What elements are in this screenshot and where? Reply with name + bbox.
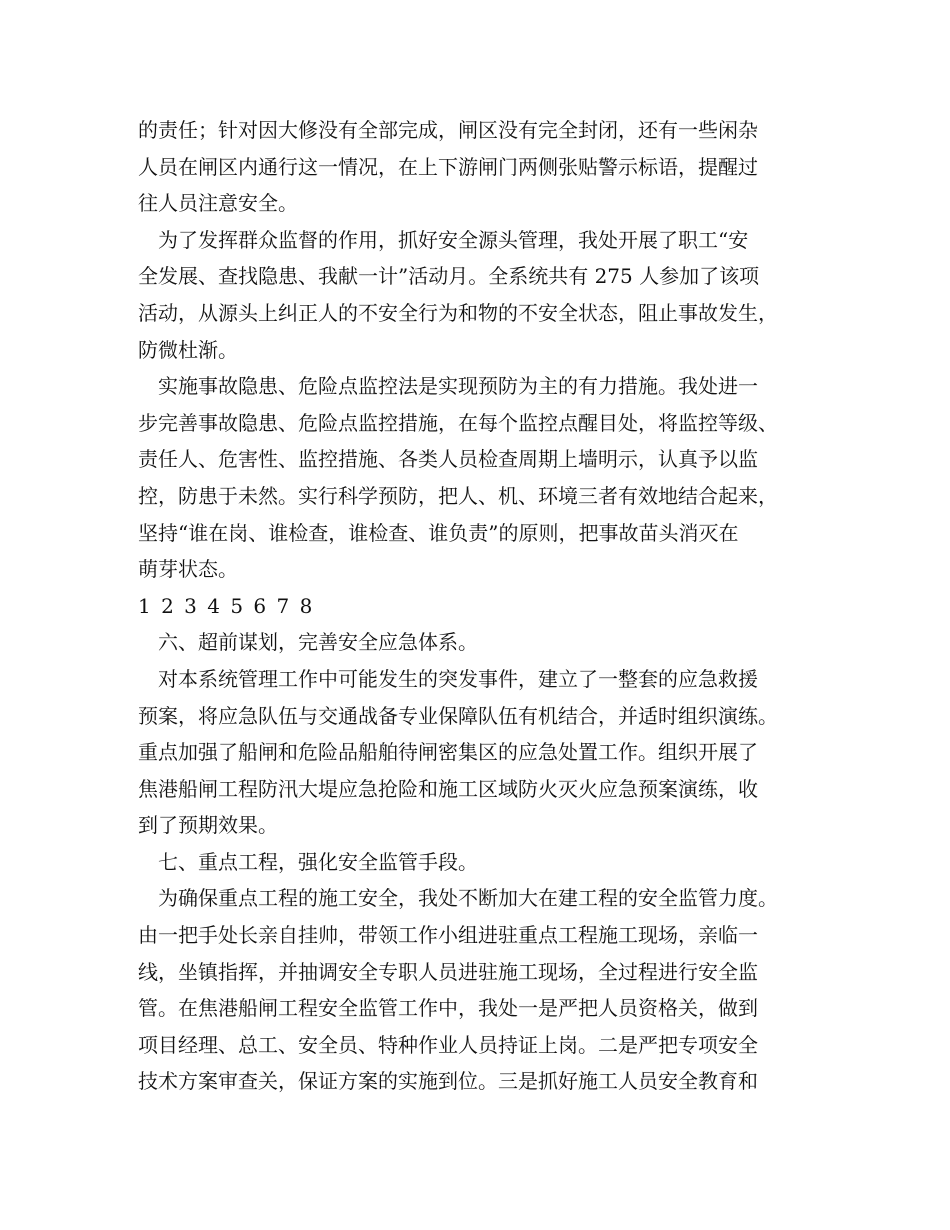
text-line: 人员在闸区内通行这一情况，在上下游闸门两侧张贴警示标语，提醒过 bbox=[138, 154, 758, 179]
text-line: 重点加强了船闸和危险品船舶待闸密集区的应急处置工作。组织开展了 bbox=[138, 740, 758, 765]
text-line: 焦港船闸工程防汛大堤应急抢险和施工区域防火灭火应急预案演练，收 bbox=[138, 776, 758, 801]
text-line: 线，坐镇指挥，并抽调安全专职人员进驻施工现场，全过程进行安全监 bbox=[138, 959, 758, 984]
text-line: 的责任；针对因大修没有全部完成，闸区没有完全封闭，还有一些闲杂 bbox=[138, 118, 758, 142]
section-heading: 六、超前谋划，完善安全应急体系。 bbox=[138, 630, 478, 655]
text-line: 控，防患于未然。实行科学预防，把人、机、环境三者有效地结合起来， bbox=[138, 483, 778, 508]
text-line: 步完善事故隐患、危险点监控措施，在每个监控点醒目处，将监控等级、 bbox=[138, 410, 778, 435]
text-line: 预案，将应急队伍与交通战备专业保障队伍有机结合，并适时组织演练。 bbox=[138, 703, 778, 728]
text-line: 到了预期效果。 bbox=[138, 813, 278, 838]
text-line: 往人员注意安全。 bbox=[138, 191, 298, 216]
text-line: 项目经理、总工、安全员、特种作业人员持证上岗。二是严把专项安全 bbox=[138, 1032, 758, 1057]
section-heading: 七、重点工程，强化安全监管手段。 bbox=[138, 849, 478, 874]
text-line: 对本系统管理工作中可能发生的突发事件，建立了一整套的应急救援 bbox=[138, 666, 758, 691]
text-line: 防微杜渐。 bbox=[138, 337, 238, 362]
page-number-list: 1 2 3 4 5 6 7 8 bbox=[138, 593, 315, 618]
text-line: 坚持“谁在岗、谁检查，谁检查、谁负责”的原则，把事故苗头消灭在 bbox=[138, 520, 739, 545]
text-line: 活动，从源头上纠正人的不安全行为和物的不安全状态，阻止事故发生， bbox=[138, 300, 778, 325]
text-line: 萌芽状态。 bbox=[138, 557, 238, 582]
text-line: 全发展、查找隐患、我献一计”活动月。全系统共有 275 人参加了该项 bbox=[138, 264, 760, 289]
text-line: 技术方案审查关，保证方案的实施到位。三是抓好施工人员安全教育和 bbox=[138, 1069, 758, 1094]
text-line: 管。在焦港船闸工程安全监管工作中，我处一是严把人员资格关，做到 bbox=[138, 996, 758, 1021]
text-line: 为确保重点工程的施工安全，我处不断加大在建工程的安全监管力度。 bbox=[138, 886, 778, 911]
text-line: 为了发挥群众监督的作用，抓好安全源头管理，我处开展了职工“安 bbox=[138, 227, 749, 252]
body-text bbox=[138, 112, 818, 1100]
text-line: 责任人、危害性、监控措施、各类人员检查周期上墙明示，认真予以监 bbox=[138, 447, 758, 472]
text-line: 实施事故隐患、危险点监控法是实现预防为主的有力措施。我处进一 bbox=[138, 374, 758, 399]
text-line: 由一把手处长亲自挂帅，带领工作小组进驻重点工程施工现场，亲临一 bbox=[138, 923, 758, 948]
